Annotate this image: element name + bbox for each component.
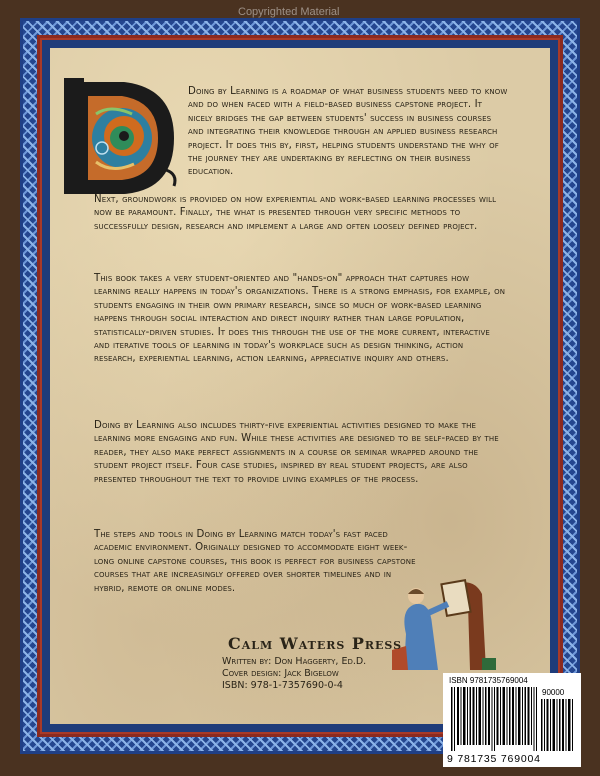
price-barcode-bars-icon xyxy=(541,699,575,751)
steps-paragraph: The steps and tools in Doing by Learning match today's fast paced academic environment. Originally designed to accommodate eight week-long online capstone courses, this book is perfect for business capstone courses that are increasingly offered over shorter timelines and in hybrid, remote or online modes. xyxy=(94,529,416,594)
barcode-digits: 9 781735 769004 xyxy=(447,753,541,765)
barcode-label xyxy=(443,673,581,767)
intro-paragraph-continued: Next, groundwork is provided on how experiential and work-based learning processes will now be paramount. Finally, the what is presented through very specific methods to successfully design, research and implement a large and often loosely defined project. xyxy=(94,194,497,232)
author-credit: Written by: Don Haggerty, Ed.D. xyxy=(222,656,367,667)
illuminated-dropcap-d-icon xyxy=(62,74,182,198)
approach-paragraph: This book takes a very student-oriented and "hands-on" approach that captures how learning really happens in today's organizations. There is a strong emphasis, for example, on students engaging in their own primary research, since so much of work-based learning happens through social interaction and direct inquiry rather than large population, statistically-driven studies. It does this through the use of the more current, interactive and iterative tools of learning in today's workplace such as design thinking, action research, experiential learning, action learning, appreciative inquiry and others. xyxy=(94,273,506,365)
intro-paragraph-beside-dropcap: Doing by Learning is a roadmap of what business students need to know and do when faced with a field-based business capstone project. It nicely bridges the gap between students' success in business courses and integrating their knowledge through an applied business research project. It does this by, first, helping students understand the why of the journey they are undertaking by reflecting on their business education. xyxy=(188,86,508,178)
credits-block xyxy=(222,656,366,692)
scribe-illustration-icon xyxy=(386,574,498,674)
barcode-price-code: 90000 xyxy=(542,688,565,697)
barcode-bars-icon xyxy=(451,687,537,751)
watermark: Copyrighted Material xyxy=(238,6,340,18)
activities-paragraph: Doing by Learning also includes thirty-five experiential activities designed to make the learning more engaging and fun. While these activities are designed to be self-paced by the reader, they also make perfect assignments in a course or seminar wrapped around the student project itself. Four case studies, inspired by real student projects, are also presented throughout the text to provide living examples of the process. xyxy=(94,420,499,485)
barcode-isbn-text: ISBN 9781735769004 xyxy=(449,676,528,685)
cover-design-credit: Cover design: Jack Bigelow xyxy=(222,668,339,679)
publisher-name: Calm Waters Press xyxy=(228,634,403,653)
isbn-credit: ISBN: 978-1-7357690-0-4 xyxy=(222,680,343,691)
